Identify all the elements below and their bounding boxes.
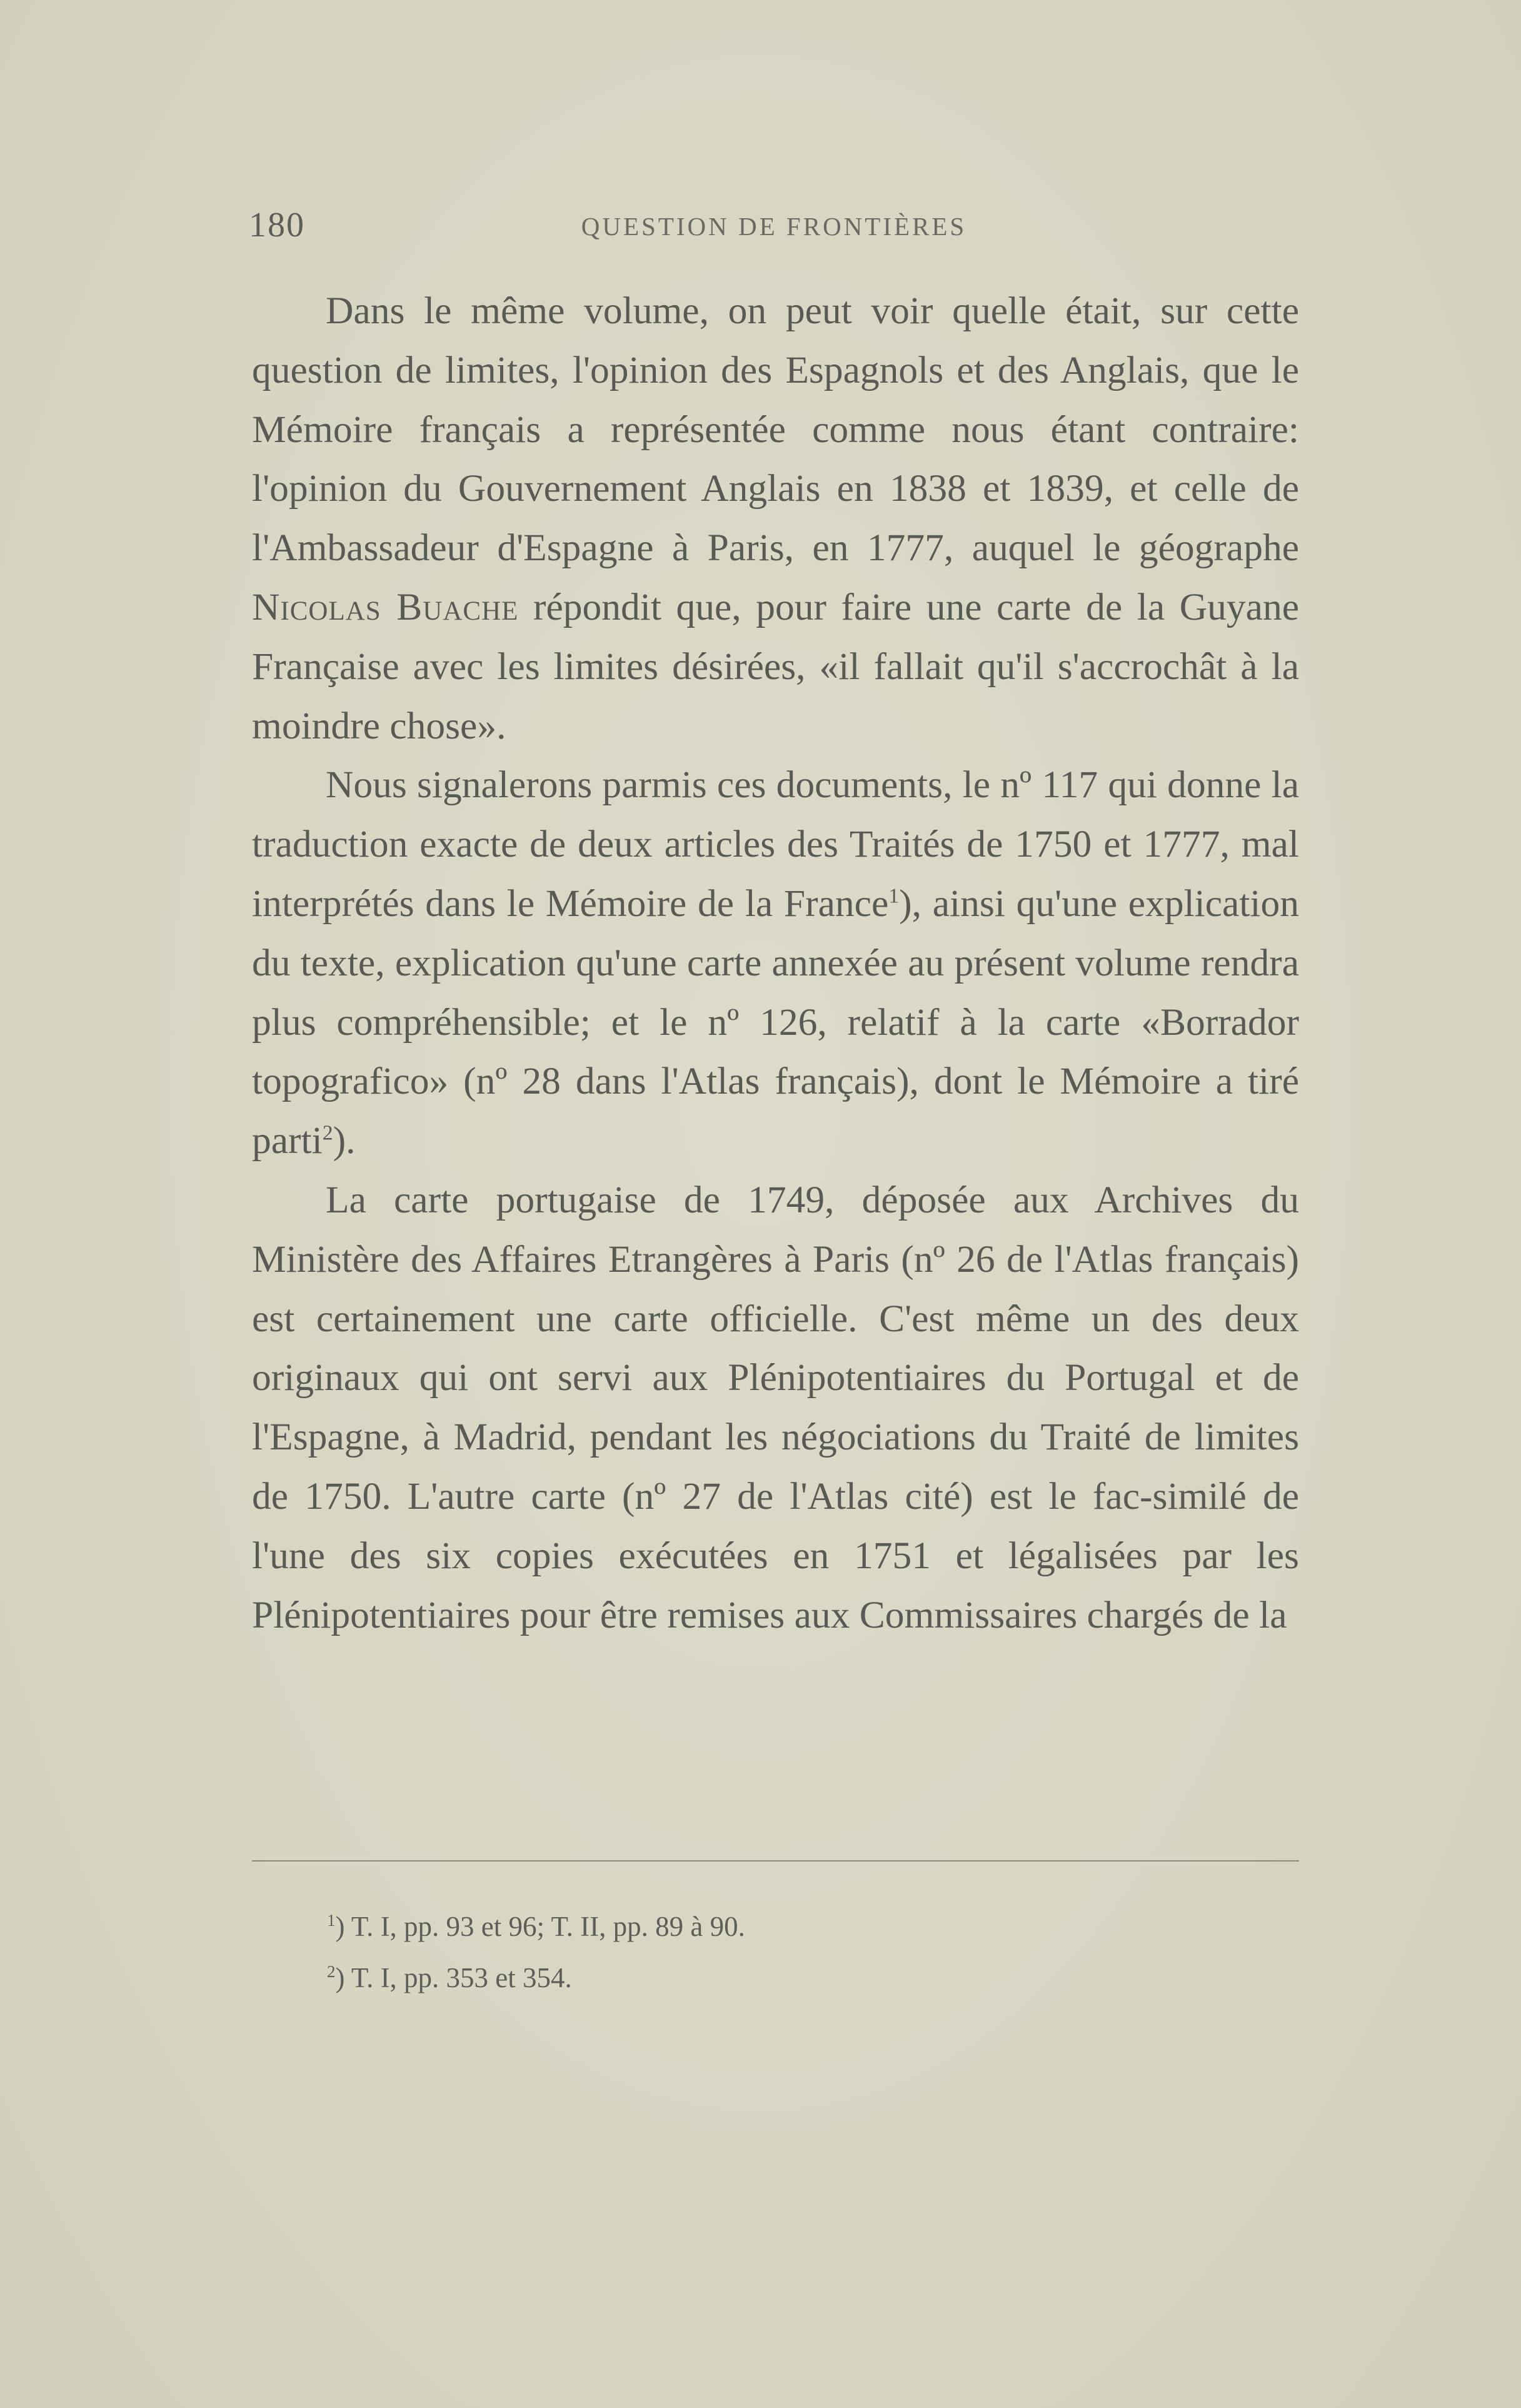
footnote-ref-2: 2 — [322, 1121, 333, 1145]
person-name: Nicolas Buache — [252, 585, 519, 628]
paragraph-3-text: La carte portugaise de 1749, déposée aux Archives du Ministère des Affaires Etrangères à Paris (nº 26 de l'Atlas français) est certainement une carte officielle. C'est même un des deux originaux qui ont servi aux Plénipotentiaires du Portugal et de l'Espagne, à Madrid, pendant les négociations du Traité de limites de 1750. L'autre carte (nº 27 de l'Atlas cité) est le fac-similé de l'une des six copies exécutées en 1751 et légalisées par les Plénipotentiaires pour être remises aux Commissaires chargés de la — [252, 1178, 1299, 1636]
paragraph-2-part-a: Nous signalerons parmis ces documents, le nº 117 qui donne la traduction exacte de deux articles des Traités de 1750 et 1777, mal interprétés dans le Mémoire de la France — [252, 763, 1299, 925]
page-number: 180 — [249, 206, 305, 244]
paragraph-1-part-b: répondit que, pour faire une carte de la Guyane Française avec les limites désirées, «il fallait qu'il s'accrochât à la moindre chose». — [252, 585, 1299, 747]
footnote-2-text: ) T. I, pp. 353 et 354. — [335, 1962, 572, 1993]
footnotes — [327, 1901, 1202, 2003]
paragraph-2 — [252, 755, 1299, 1171]
body-text — [252, 281, 1299, 1645]
footnote-2-mark: 2 — [327, 1962, 336, 1981]
footnote-1-text: ) T. I, pp. 93 et 96; T. II, pp. 89 à 90. — [335, 1911, 745, 1942]
page-header — [249, 199, 1299, 249]
footnote-ref-1: 1 — [888, 884, 900, 908]
paragraph-2-part-c: ). — [333, 1119, 356, 1162]
footnote-1 — [327, 1901, 1202, 1952]
footnote-2 — [327, 1952, 1202, 2003]
paragraph-3 — [252, 1171, 1299, 1645]
footnote-divider — [252, 1860, 1299, 1861]
running-head: QUESTION DE FRONTIÈRES — [581, 212, 967, 241]
footnote-1-mark: 1 — [327, 1911, 336, 1930]
paragraph-2-part-b: ), ainsi qu'une explication du texte, explication qu'une carte annexée au présent volume rendra plus compréhensible; et le nº 126, relatif à la carte «Borrador topografico» (nº 28 dans l'Atlas français), dont le Mémoire a tiré parti — [252, 882, 1300, 1162]
paragraph-1 — [252, 281, 1299, 755]
paragraph-1-part-a: Dans le même volume, on peut voir quelle était, sur cette question de limites, l'opinion des Espagnols et des Anglais, que le Mémoire français a représentée comme nous étant contraire: l'opinion du Gouvernement Anglais en 1838 et 1839, et celle de l'Ambassadeur d'Espagne à Paris, en 1777, auquel le géographe — [252, 290, 1299, 570]
